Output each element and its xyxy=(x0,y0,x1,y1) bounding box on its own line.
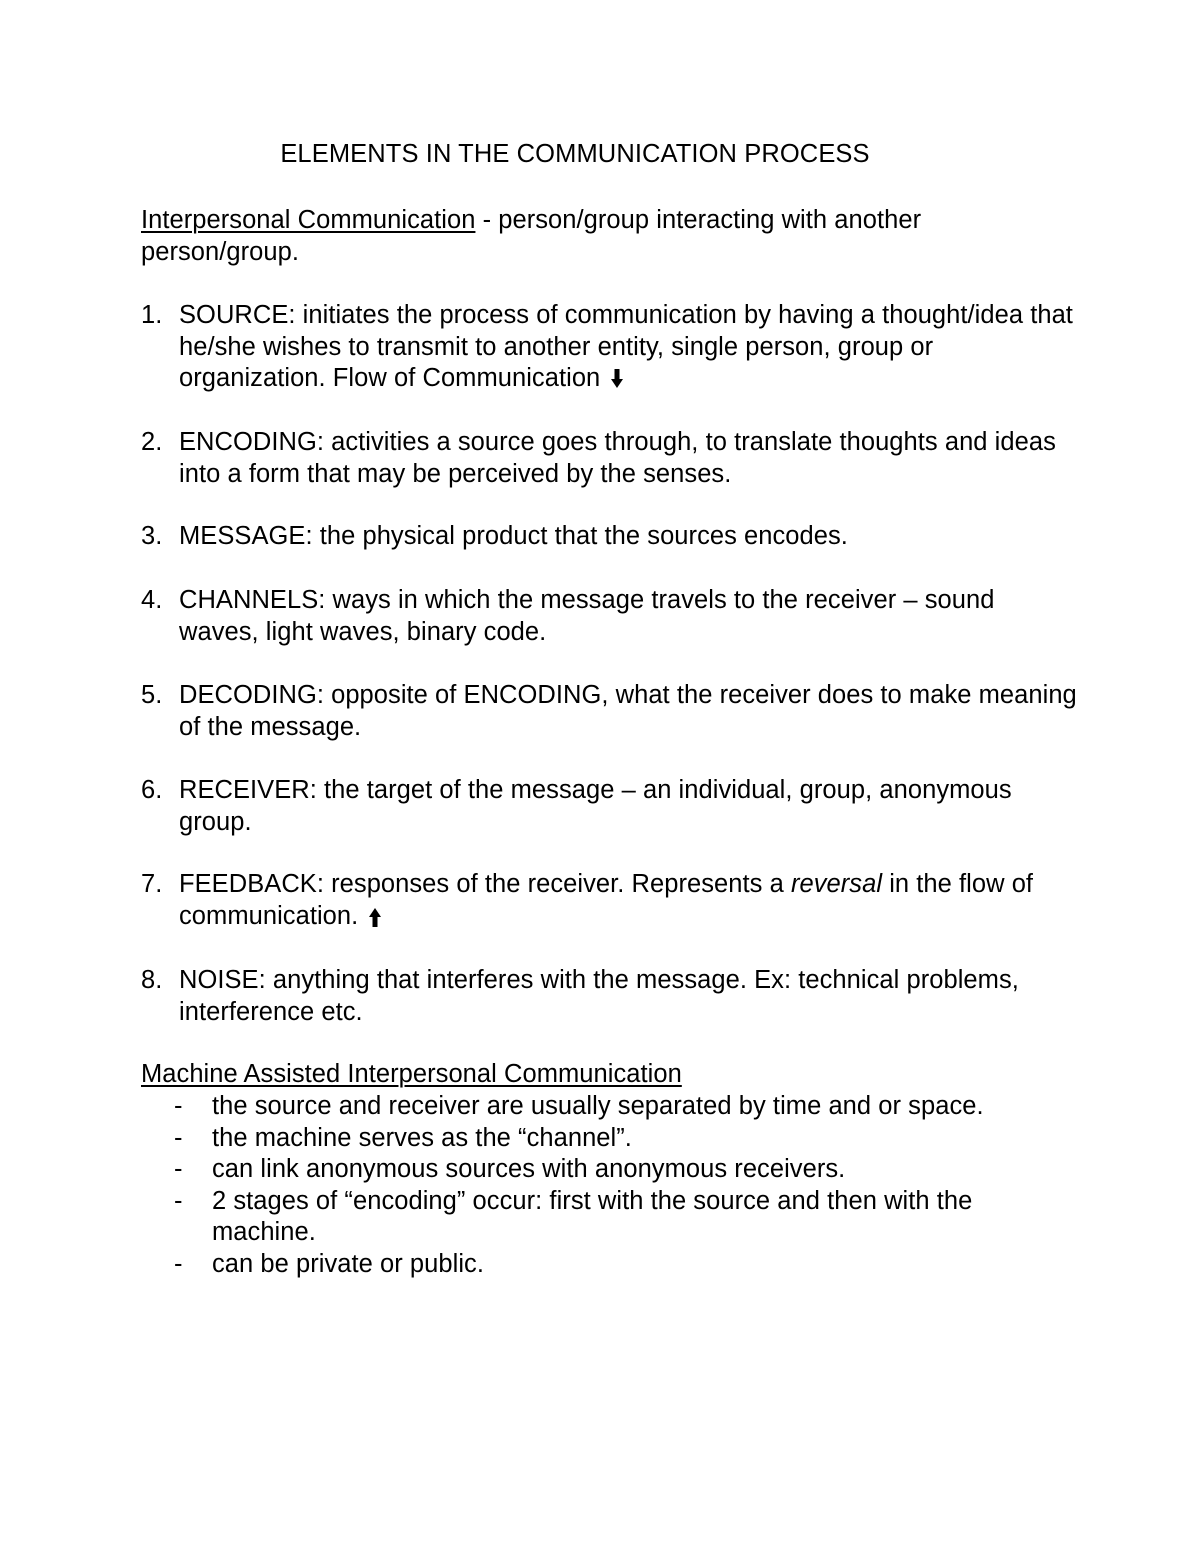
bullet-text: can be private or public. xyxy=(212,1249,484,1278)
bullet-item xyxy=(141,1123,1081,1155)
interpersonal-definition: - person/group interacting with another person/group. xyxy=(141,206,922,266)
list-number: 2. xyxy=(141,428,163,456)
list-number: 4. xyxy=(141,586,163,614)
dash-bullet: - xyxy=(174,1186,183,1215)
bullet-item xyxy=(141,1154,1081,1186)
list-number: 7. xyxy=(141,870,163,898)
list-item xyxy=(141,775,1081,838)
bullet-text: can link anonymous sources with anonymous receivers. xyxy=(212,1155,846,1183)
bullet-text: the machine serves as the “channel”. xyxy=(212,1123,632,1152)
down-arrow-icon xyxy=(611,369,623,389)
list-text: DECODING: opposite of ENCODING, what the receiver does to make meaning of the message. xyxy=(179,681,1077,741)
machine-bullet-list xyxy=(141,1091,1081,1280)
list-item xyxy=(141,300,1081,395)
list-item xyxy=(141,965,1081,1028)
dash-bullet: - xyxy=(174,1092,183,1120)
list-text: MESSAGE: the physical product that the sources encodes. xyxy=(179,522,848,550)
up-arrow-icon xyxy=(369,907,381,927)
list-text: FEEDBACK: responses of the receiver. Represents a xyxy=(179,870,791,898)
list-item xyxy=(141,585,1081,648)
list-number: 5. xyxy=(141,681,163,709)
bullet-item xyxy=(141,1091,1081,1123)
list-item xyxy=(141,680,1081,743)
list-number: 6. xyxy=(141,776,163,804)
list-text: SOURCE: initiates the process of communication by having a thought/idea that he/she wishes to transmit to another entity, single person, group or organization. Flow of Communication xyxy=(179,301,1073,392)
list-number: 1. xyxy=(141,301,163,329)
list-text: RECEIVER: the target of the message – an individual, group, anonymous group. xyxy=(179,776,1012,836)
bullet-item xyxy=(141,1186,1081,1249)
list-text: ENCODING: activities a source goes through, to translate thoughts and ideas into a form that may be perceived by the senses. xyxy=(179,428,1056,488)
emphasis-text: reversal xyxy=(790,870,883,898)
machine-heading: Machine Assisted Interpersonal Communication xyxy=(141,1060,682,1088)
dash-bullet: - xyxy=(174,1249,183,1278)
list-item xyxy=(141,869,1081,932)
list-item xyxy=(141,521,1081,553)
list-text: in the flow of communication. xyxy=(179,870,1034,930)
list-text: CHANNELS: ways in which the message travels to the receiver – sound waves, light waves, binary code. xyxy=(179,586,995,646)
interpersonal-heading: Interpersonal Communication xyxy=(141,206,476,234)
bullet-item xyxy=(141,1249,1081,1281)
list-number: 3. xyxy=(141,522,163,550)
interpersonal-section xyxy=(141,205,1081,268)
dash-bullet: - xyxy=(174,1155,183,1183)
list-number: 8. xyxy=(141,966,163,994)
bullet-text: the source and receiver are usually separated by time and or space. xyxy=(212,1092,984,1120)
bullet-text: 2 stages of “encoding” occur: first with the source and then with the machine. xyxy=(212,1186,973,1246)
list-text: NOISE: anything that interferes with the message. Ex: technical problems, interference etc. xyxy=(179,966,1019,1026)
dash-bullet: - xyxy=(174,1123,183,1152)
list-item xyxy=(141,427,1081,490)
machine-heading-row xyxy=(141,1059,1081,1091)
page-title: ELEMENTS IN THE COMMUNICATION PROCESS xyxy=(280,140,870,168)
